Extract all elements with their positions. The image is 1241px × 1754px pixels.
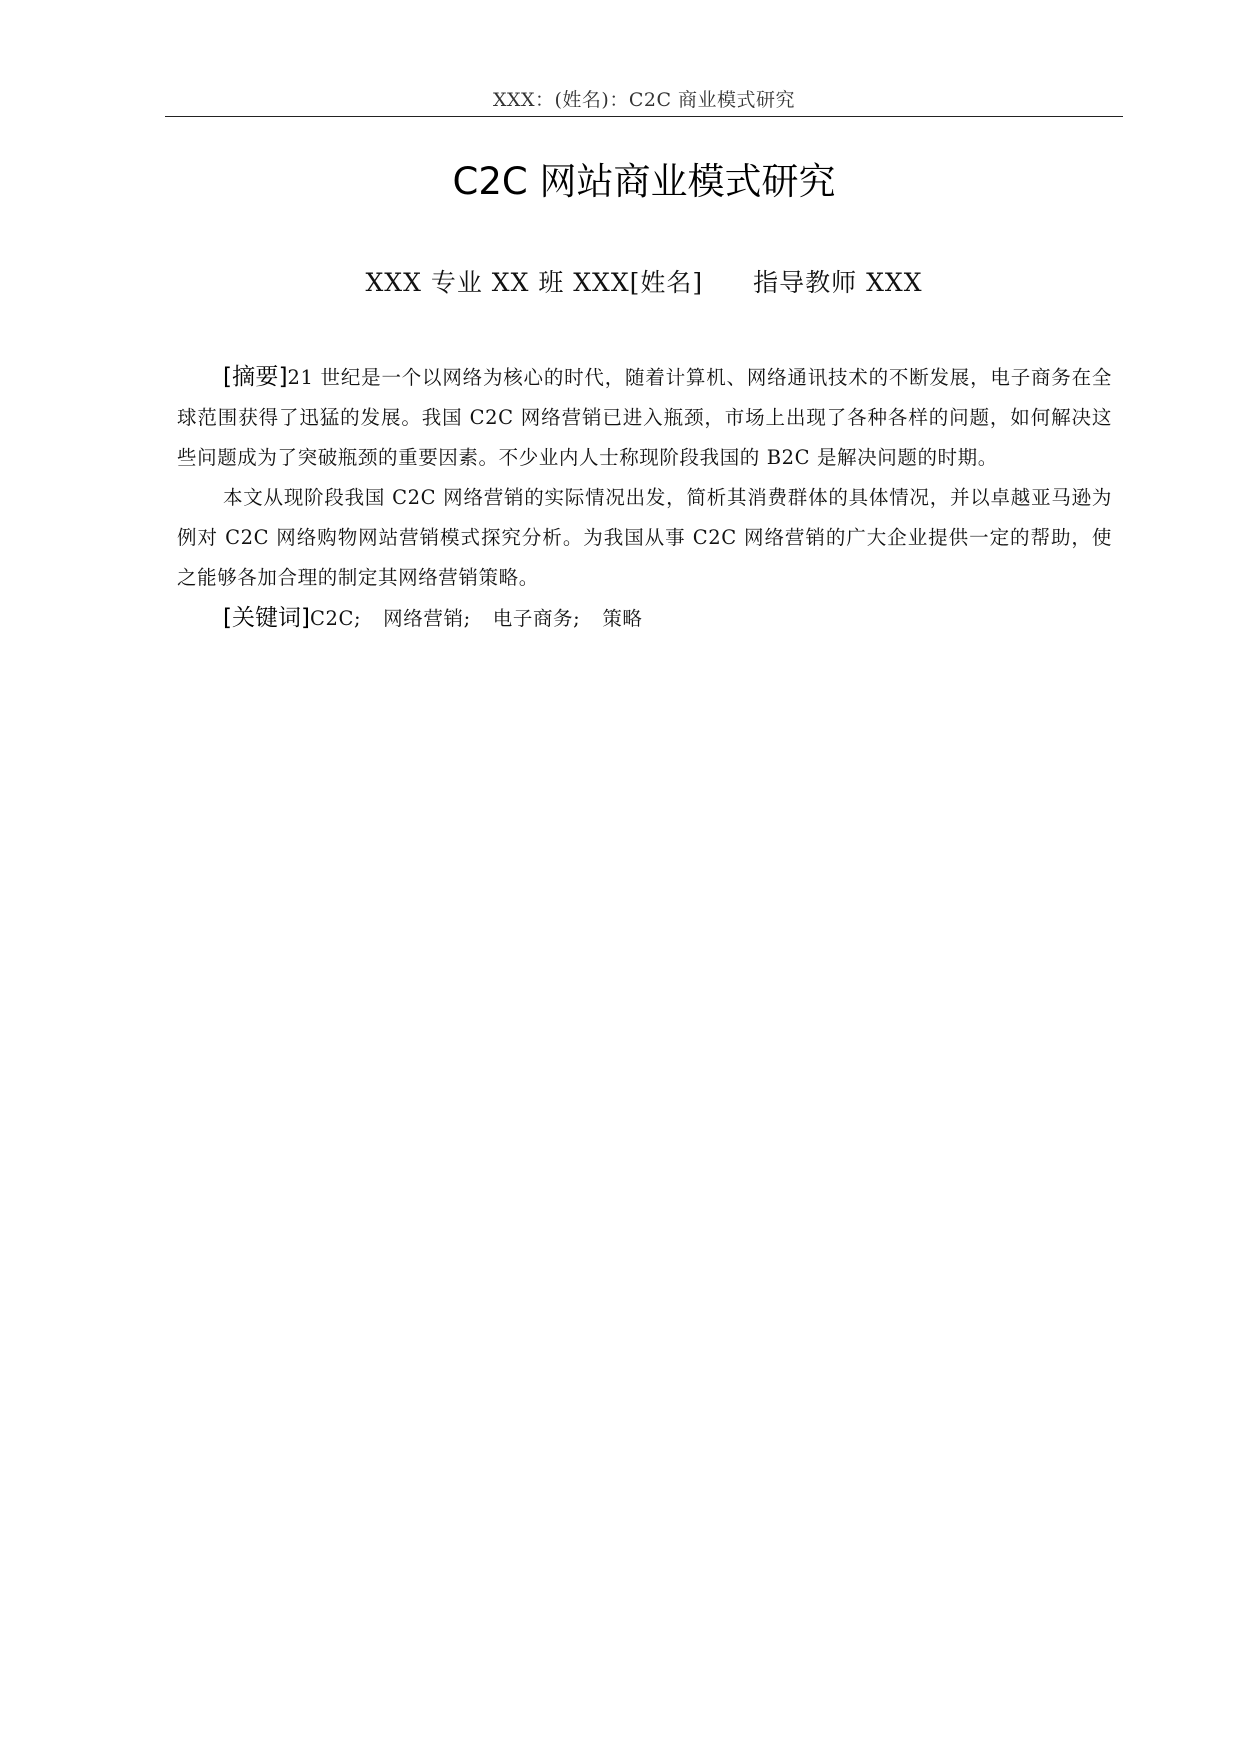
keyword-item: 网络营销; (383, 607, 471, 630)
keyword-item: 策略 (602, 607, 643, 630)
keyword-item: 电子商务; (492, 607, 581, 630)
advisor-info: 指导教师 XXX (753, 268, 923, 297)
header-rule (165, 116, 1123, 117)
paper-title: C2C 网站商业模式研究 (452, 160, 836, 203)
abstract-text-1: 21 世纪是一个以网络为核心的时代，随着计算机、网络通讯技术的不断发展，电子商务在全球范围获得了迅猛的发展。我国 C2C 网络营销已进入瓶颈，市场上出现了各种各样的问题，如何解决这些问题成为了突破瓶颈的重要因素。不少业内人士称现阶段我国的 B2C 是解决问题的时期。 (177, 366, 1112, 469)
abstract-label: [摘要] (223, 364, 288, 390)
abstract-section (177, 357, 1112, 639)
keywords-label: [关键词] (223, 605, 310, 631)
author-info: XXX 专业 XX 班 XXX[姓名] (365, 268, 704, 297)
abstract-paragraph-2: 本文从现阶段我国 C2C 网络营销的实际情况出发，简析其消费群体的具体情况，并以卓越亚马逊为例对 C2C 网络购物网站营销模式探究分析。为我国从事 C2C 网络营销的广大企业提供一定的帮助，使之能够各加合理的制定其网络营销策略。 (177, 486, 1112, 589)
abstract-paragraph-1 (177, 357, 1112, 478)
author-line (165, 266, 1123, 300)
keywords-line (177, 598, 1112, 639)
keyword-item: C2C; (309, 607, 362, 630)
running-header: XXX：(姓名)：C2C 商业模式研究 (492, 89, 796, 111)
